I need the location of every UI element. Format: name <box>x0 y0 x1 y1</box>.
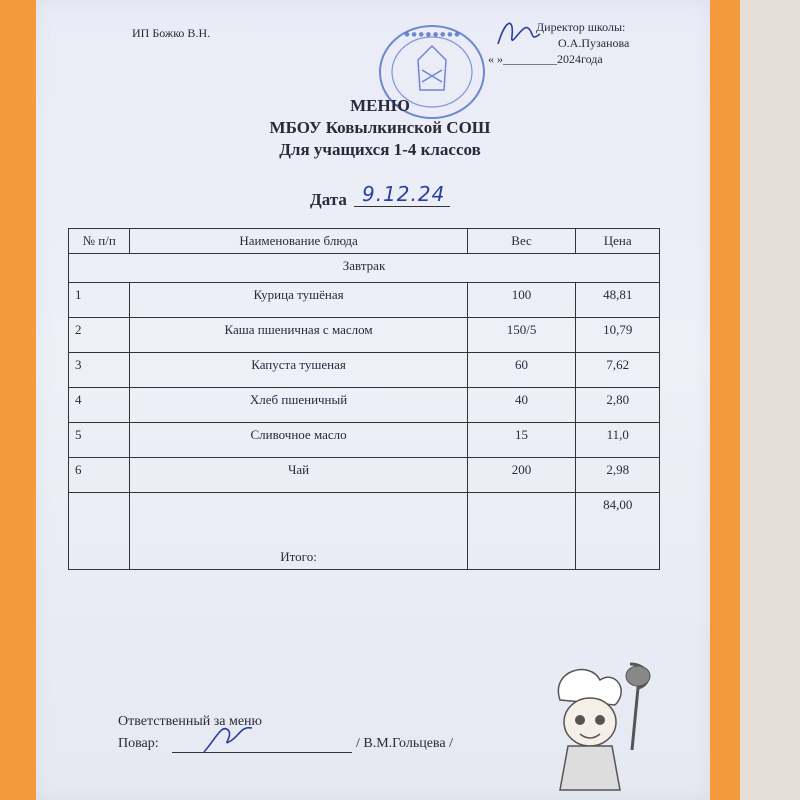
row-price: 10,79 <box>576 318 660 353</box>
header-name: Наименование блюда <box>130 229 467 254</box>
row-num: 5 <box>69 423 130 458</box>
row-dish: Капуста тушеная <box>130 353 467 388</box>
header-weight: Вес <box>467 229 576 254</box>
director-signature-icon <box>494 14 544 54</box>
table-row <box>69 388 660 423</box>
row-num: 3 <box>69 353 130 388</box>
total-label: Итого: <box>130 493 467 570</box>
cook-name: / В.М.Гольцева / <box>356 736 453 751</box>
row-weight: 150/5 <box>467 318 576 353</box>
menu-title: МЕНЮ <box>350 96 410 115</box>
table-row <box>69 423 660 458</box>
row-price: 48,81 <box>576 283 660 318</box>
table-row <box>69 318 660 353</box>
chef-cartoon-icon <box>520 660 660 800</box>
row-price: 11,0 <box>576 423 660 458</box>
row-weight: 100 <box>467 283 576 318</box>
total-value: 84,00 <box>576 493 660 570</box>
row-price: 7,62 <box>576 353 660 388</box>
row-price: 2,98 <box>576 458 660 493</box>
row-num: 2 <box>69 318 130 353</box>
cook-signature-icon <box>198 718 258 758</box>
section-row <box>69 254 660 283</box>
school-name: МБОУ Ковылкинской СОШ <box>269 118 491 137</box>
row-weight: 60 <box>467 353 576 388</box>
row-dish: Сливочное масло <box>130 423 467 458</box>
total-num <box>69 493 130 570</box>
table-header-row <box>69 229 660 254</box>
section-breakfast: Завтрак <box>69 254 660 283</box>
total-weight <box>467 493 576 570</box>
director-title: Директор школы: <box>536 20 626 34</box>
row-weight: 200 <box>467 458 576 493</box>
row-num: 1 <box>69 283 130 318</box>
svg-text:● ● ● ● ● ● ● ●: ● ● ● ● ● ● ● ● <box>404 31 460 38</box>
approval-date: « »_________2024года <box>488 52 603 66</box>
audience-line: Для учащихся 1-4 классов <box>279 140 481 159</box>
header-num: № п/п <box>69 229 130 254</box>
row-dish: Чай <box>130 458 467 493</box>
row-weight: 15 <box>467 423 576 458</box>
menu-table <box>68 228 660 570</box>
cook-label: Повар: <box>118 736 159 751</box>
row-num: 6 <box>69 458 130 493</box>
row-dish: Курица тушёная <box>130 283 467 318</box>
table-row <box>69 283 660 318</box>
row-dish: Каша пшеничная с маслом <box>130 318 467 353</box>
vendor-name: ИП Божко В.Н. <box>132 26 211 40</box>
row-price: 2,80 <box>576 388 660 423</box>
table-row <box>69 353 660 388</box>
date-label: Дата <box>310 190 347 209</box>
table-row <box>69 458 660 493</box>
row-weight: 40 <box>467 388 576 423</box>
row-dish: Хлеб пшеничный <box>130 388 467 423</box>
total-row <box>69 493 660 570</box>
responsible-label: Ответственный за меню <box>118 714 262 729</box>
director-name: О.А.Пузанова <box>558 36 630 50</box>
date-underline <box>354 206 450 207</box>
header-price: Цена <box>576 229 660 254</box>
date-value: 9.12.24 <box>362 182 446 206</box>
row-num: 4 <box>69 388 130 423</box>
